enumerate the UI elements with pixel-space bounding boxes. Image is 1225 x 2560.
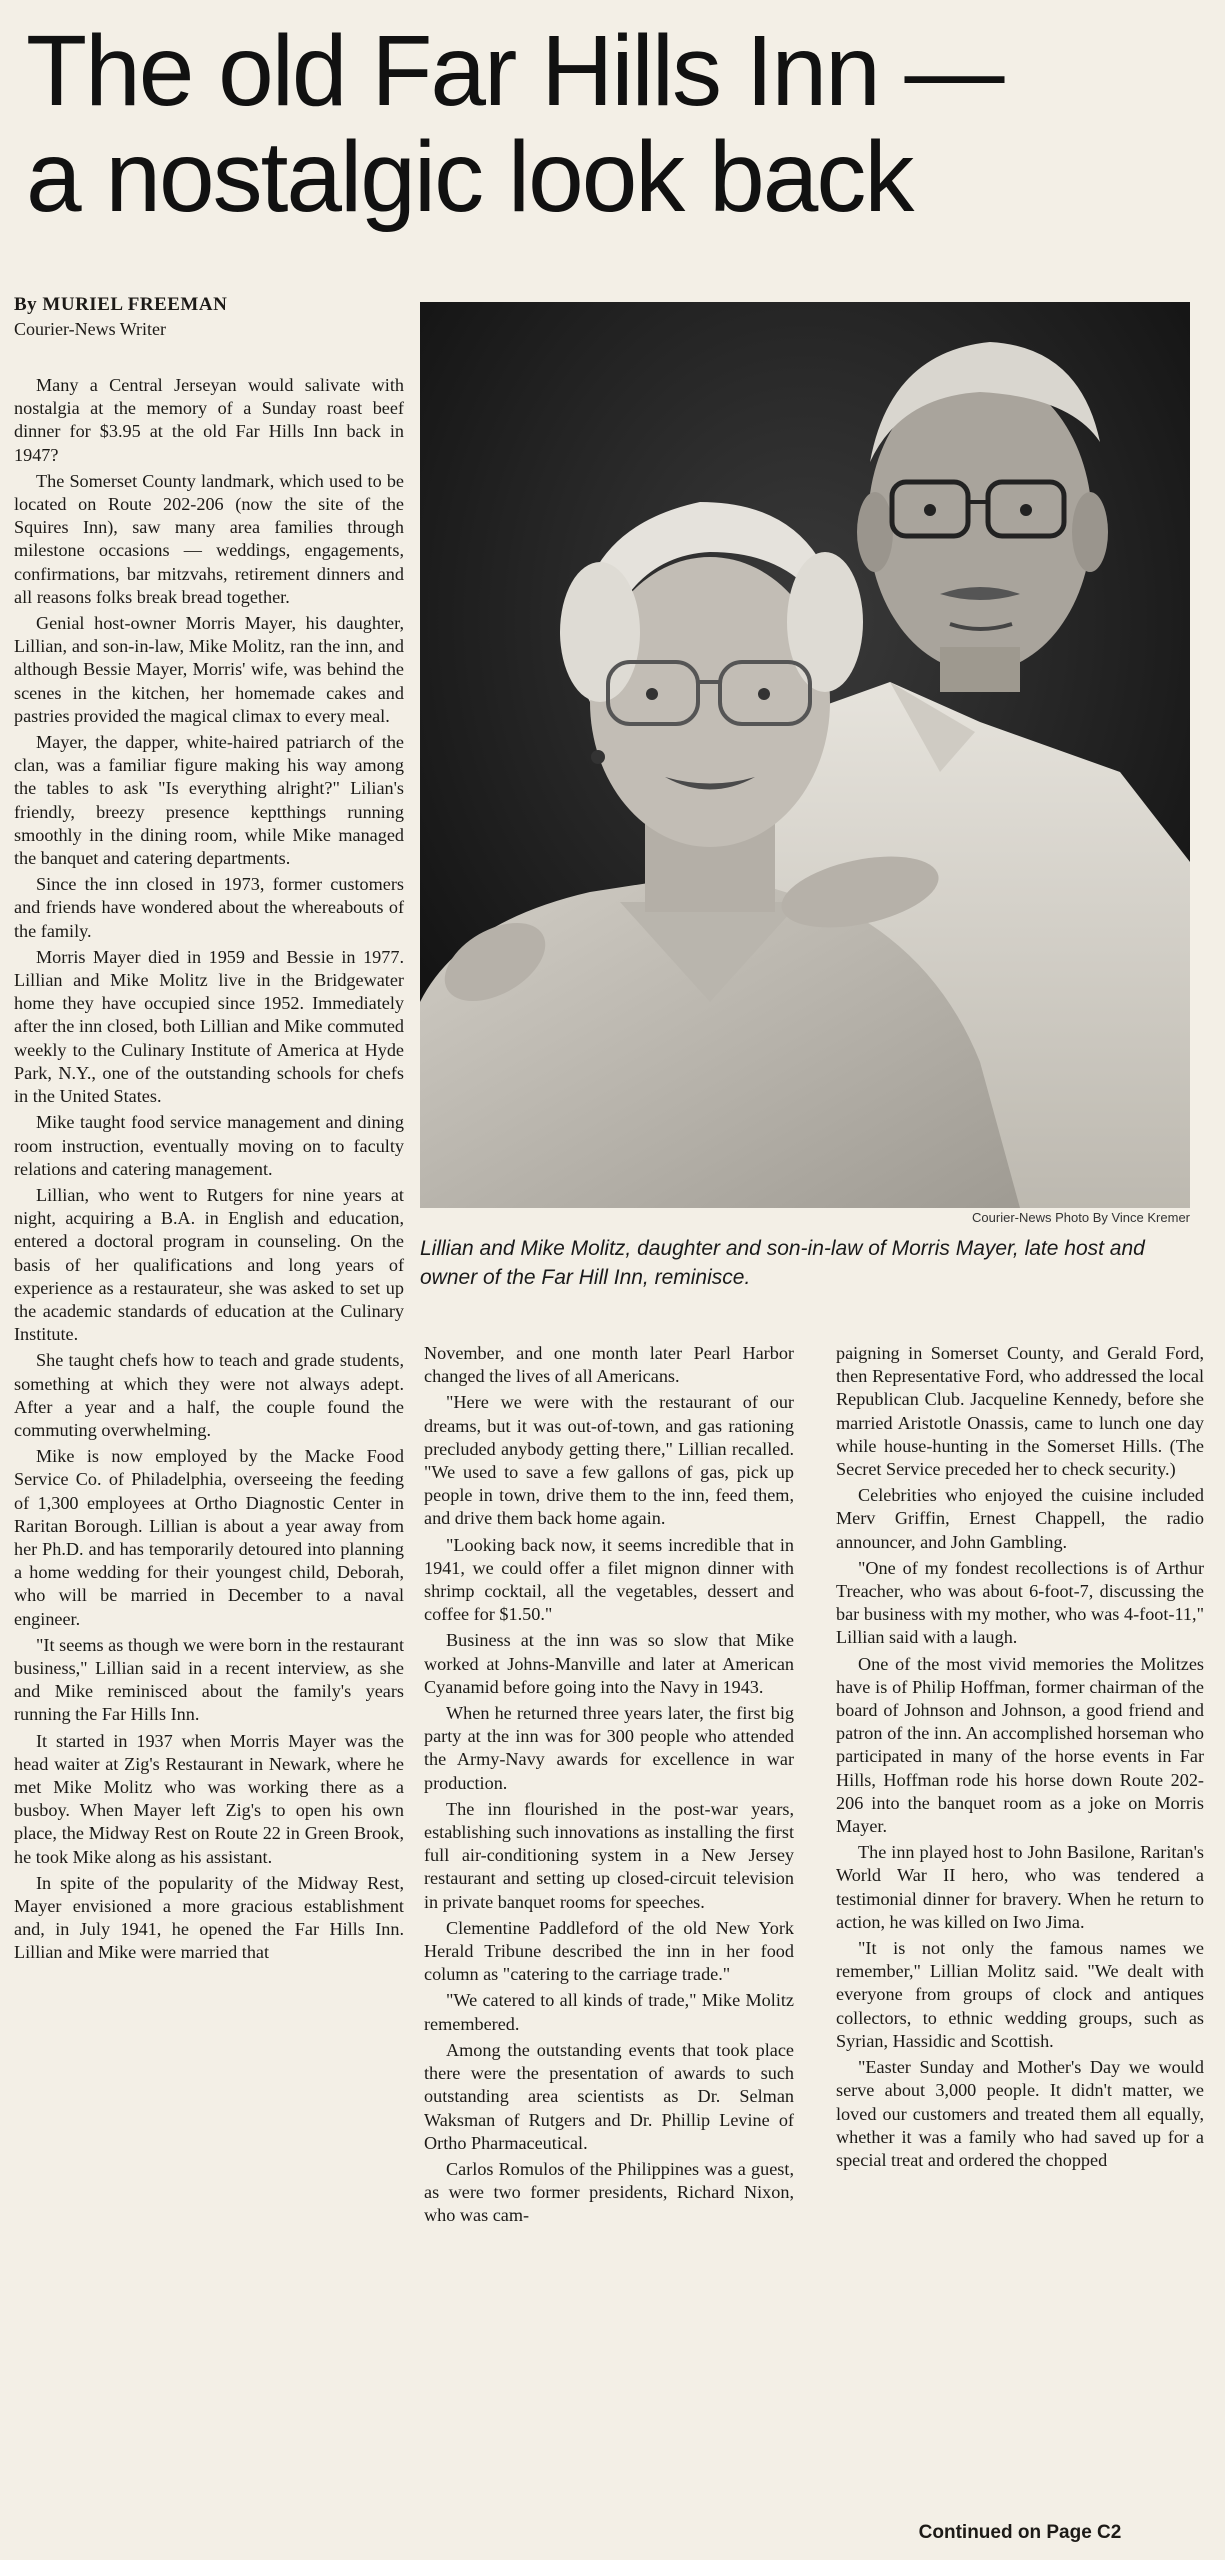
paragraph: Since the inn closed in 1973, former customers and friends have wondered about the whereabouts of the family. [14, 874, 404, 941]
paragraph: November, and one month later Pearl Harbor changed the lives of all Americans. [424, 1343, 794, 1387]
article-column-2 [424, 1342, 794, 2231]
paragraph: "It is not only the famous names we remember," Lillian Molitz said. "We dealt with everyone from groups of clock and antiques collectors, to ethnic wedding groups, such as Syrian, Hassidic and Scottish. [836, 1938, 1204, 2051]
photo-caption: Lillian and Mike Molitz, daughter and son-in-law of Morris Mayer, late host and owner of the Far Hill Inn, reminisce. [420, 1237, 1145, 1289]
photo-credit: Courier-News Photo By Vince Kremer [972, 1210, 1190, 1225]
byline-author: By MURIEL FREEMAN [14, 294, 228, 315]
article-column-1 [14, 374, 404, 1968]
paragraph: "One of my fondest recollections is of Arthur Treacher, who was about 6-foot-7, discussing the bar business with my mother, who was 4-foot-11," Lillian said with a laugh. [836, 1557, 1204, 1648]
paragraph: Mayer, the dapper, white-haired patriarch of the clan, was a familiar figure making his way among the tables to ask "Is everything alright?" Lilian's friendly, breezy presence keptthings running smoothly in the dining room, while Mike managed the banquet and catering departments. [14, 732, 404, 869]
paragraph: Morris Mayer died in 1959 and Bessie in 1977. Lillian and Mike Molitz live in the Bridgewater home they have occupied since 1952. Immediately after the inn closed, both Lillian and Mike commuted weekly to the Culinary Institute of America at Hyde Park, N.Y., one of the outstanding schools for chefs in the United States. [14, 946, 404, 1107]
headline-line-1: The old Far Hills Inn — [26, 15, 1003, 127]
paragraph: Celebrities who enjoyed the cuisine included Merv Griffin, Ernest Chappell, the radio announcer, and John Gambling. [836, 1485, 1204, 1552]
paragraph: Clementine Paddleford of the old New York Herald Tribune described the inn in her food column as "catering to the carriage trade." [424, 1917, 794, 1985]
article-column-3 [836, 1342, 1204, 2175]
paragraph: Among the outstanding events that took place there were the presentation of awards to such outstanding area scientists as Dr. Selman Waksman of Rutgers and Dr. Phillip Levine of Ortho Pharmaceutical. [424, 2039, 794, 2153]
paragraph: One of the most vivid memories the Molitzes have is of Philip Hoffman, former chairman of the board of Johnson and Johnson, a good friend and patron of the inn. An accomplished horseman who participated in many of the horse events in Far Hills, Hoffman rode his horse down Route 202-206 into the banquet room as a joke on Morris Mayer. [836, 1653, 1204, 1837]
continued-link[interactable]: Continued on Page C2 [918, 2522, 1122, 2543]
paragraph: "Looking back now, it seems incredible that in 1941, we could offer a filet mignon dinner with shrimp cocktail, all the vegetables, dessert and coffee for $1.50." [424, 1534, 794, 1625]
paragraph: Genial host-owner Morris Mayer, his daughter, Lillian, and son-in-law, Mike Molitz, ran the inn, and although Bessie Mayer, Morris' wife, was behind the scenes in the kitchen, her homemade cakes and pastries provided the magical climax to every meal. [14, 613, 404, 726]
paragraph: "It seems as though we were born in the restaurant business," Lillian said in a recent interview, as she and Mike reminisced about the family's years running the Far Hills Inn. [14, 1634, 404, 1725]
paragraph: The inn flourished in the post-war years, establishing such innovations as installing the first full air-conditioning system in a New Jersey restaurant and setting up closed-circuit television in private banquet rooms for speeches. [424, 1798, 794, 1912]
paragraph: paigning in Somerset County, and Gerald Ford, then Representative Ford, who addressed the local Republican Club. Jacqueline Kennedy, before she married Aristotle Onassis, came to lunch one day while house-hunting in the Somerset Hills. (The Secret Service preceded her to check security.) [836, 1343, 1204, 1480]
paragraph: "Easter Sunday and Mother's Day we would serve about 3,000 people. It didn't matter, we loved our customers and treated them all equally, whether it was a family who had saved up for a special treat and ordered the chopped [836, 2057, 1204, 2170]
paragraph: When he returned three years later, the first big party at the inn was for 300 people who attended the Army-Navy awards for excellence in war production. [424, 1703, 794, 1793]
headline-line-2: a nostalgic look back [26, 121, 913, 233]
paragraph: Mike taught food service management and dining room instruction, eventually moving on to faculty relations and catering management. [14, 1112, 404, 1179]
paragraph: "We catered to all kinds of trade," Mike Molitz remembered. [424, 1990, 794, 2034]
paragraph: Carlos Romulos of the Philippines was a guest, as were two former presidents, Richard Nixon, who was cam- [424, 2158, 794, 2226]
paragraph: Many a Central Jerseyan would salivate with nostalgia at the memory of a Sunday roast beef dinner for $3.95 at the old Far Hills Inn back in 1947? [14, 375, 404, 465]
couple-photo [420, 302, 1190, 1208]
byline-title: Courier-News Writer [14, 319, 167, 339]
paragraph: The Somerset County landmark, which used to be located on Route 202-206 (now the site of the Squires Inn), saw many area families through milestone occasions — weddings, engagements, confirmations, bar mitzvahs, retirement dinners and all reasons folks break bread together. [14, 470, 404, 607]
byline [14, 292, 409, 341]
headline [26, 15, 1206, 233]
paragraph: Lillian, who went to Rutgers for nine years at night, acquiring a B.A. in English and education, entered a doctoral program in counseling. On the basis of her qualifications and long years of experience as a restaurateur, she was asked to set up the academic standards of education at the Culinary Institute. [14, 1184, 404, 1345]
paragraph: She taught chefs how to teach and grade students, something at which they were not always adept. After a year and a half, the couple found the commuting overwhelming. [14, 1350, 404, 1440]
paragraph: It started in 1937 when Morris Mayer was the head waiter at Zig's Restaurant in Newark, where he met Mike Molitz who was working there as a busboy. When Mayer left Zig's to open his own place, the Midway Rest on Route 22 in Green Brook, he took Mike along as his assistant. [14, 1730, 404, 1867]
paragraph: Mike is now employed by the Macke Food Service Co. of Philadelphia, overseeing the feeding of 1,300 employees at Ortho Diagnostic Center in Raritan Borough. Lillian is about a year away from her Ph.D. and has temporarily detoured into planning a home wedding for their youngest child, Deborah, who will be married in December to a naval engineer. [14, 1446, 404, 1629]
paragraph: "Here we were with the restaurant of our dreams, but it was out-of-town, and gas rationing precluded anybody getting there," Lillian recalled. "We used to save a few gallons of gas, pick up people in town, drive them to the inn, feed them, and drive them back home again. [424, 1392, 794, 1529]
paragraph: In spite of the popularity of the Midway Rest, Mayer envisioned a more gracious establishment and, in July 1941, he opened the Far Hills Inn. Lillian and Mike were married that [14, 1872, 404, 1963]
paragraph: The inn played host to John Basilone, Raritan's World War II hero, who was tendered a testimonial dinner for bravery. When he return to action, he was killed on Iwo Jima. [836, 1842, 1204, 1932]
paragraph: Business at the inn was so slow that Mike worked at Johns-Manville and later at American Cyanamid before going into the Navy in 1943. [424, 1630, 794, 1697]
